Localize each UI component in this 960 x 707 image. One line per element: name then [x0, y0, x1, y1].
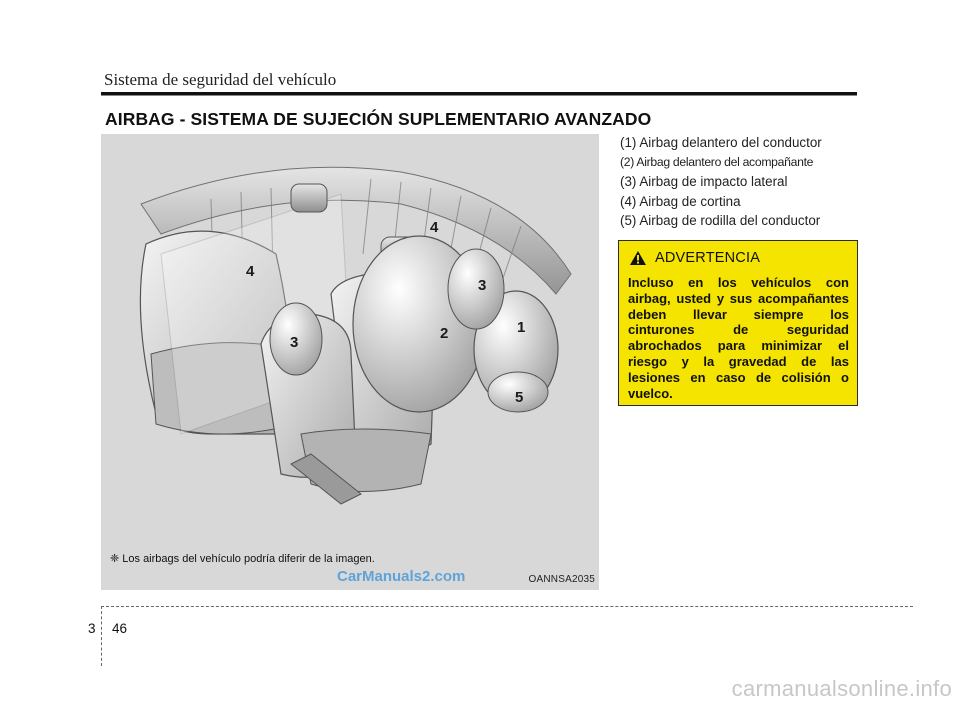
airbag-legend [620, 133, 860, 231]
callout-2: 2 [440, 325, 449, 342]
footer-vertical-divider [101, 606, 102, 666]
callout-3-right: 3 [478, 277, 487, 294]
callout-4-right: 4 [430, 219, 439, 236]
figure-note: ❈ Los airbags del vehículo podría diferir de la imagen. [110, 553, 375, 565]
callout-1: 1 [517, 319, 526, 336]
warning-text: Incluso en los vehículos con airbag, usted y sus acompañantes deben llevar siempre los cinturones de seguridad abrochados para minimizar el riesgo y la gravedad de las lesiones en caso de colisión o vuelco. [628, 275, 849, 401]
section-title: AIRBAG - SISTEMA DE SUJECIÓN SUPLEMENTARIO AVANZADO [105, 109, 652, 129]
warning-triangle-icon [629, 250, 647, 266]
legend-item-1: (1) Airbag delantero del conductor [620, 135, 822, 150]
page-number: 46 [112, 621, 128, 636]
figure-code: OANNSA2035 [528, 574, 595, 585]
callout-5: 5 [515, 389, 524, 406]
legend-item-4: (4) Airbag de cortina [620, 193, 741, 209]
warning-title: ADVERTENCIA [655, 250, 761, 266]
callout-4-left: 4 [246, 263, 255, 280]
airbag-diagram [101, 134, 599, 590]
legend-item-5: (5) Airbag de rodilla del conductor [620, 213, 821, 229]
footer-divider [101, 606, 913, 607]
warning-header [629, 250, 760, 266]
site-watermark: carmanualsonline.info [731, 676, 952, 701]
legend-item-3: (3) Airbag de impacto lateral [620, 174, 788, 190]
watermark-link[interactable]: CarManuals2.com [337, 568, 466, 585]
chapter-number: 3 [88, 621, 96, 636]
callout-3-left: 3 [290, 334, 299, 351]
running-header: Sistema de seguridad del vehículo [104, 70, 337, 89]
header-rule-thin [101, 95, 857, 96]
airbag-illustration [101, 134, 599, 590]
legend-item-2: (2) Airbag delantero del acompañante [620, 154, 814, 169]
warning-box [618, 240, 858, 406]
